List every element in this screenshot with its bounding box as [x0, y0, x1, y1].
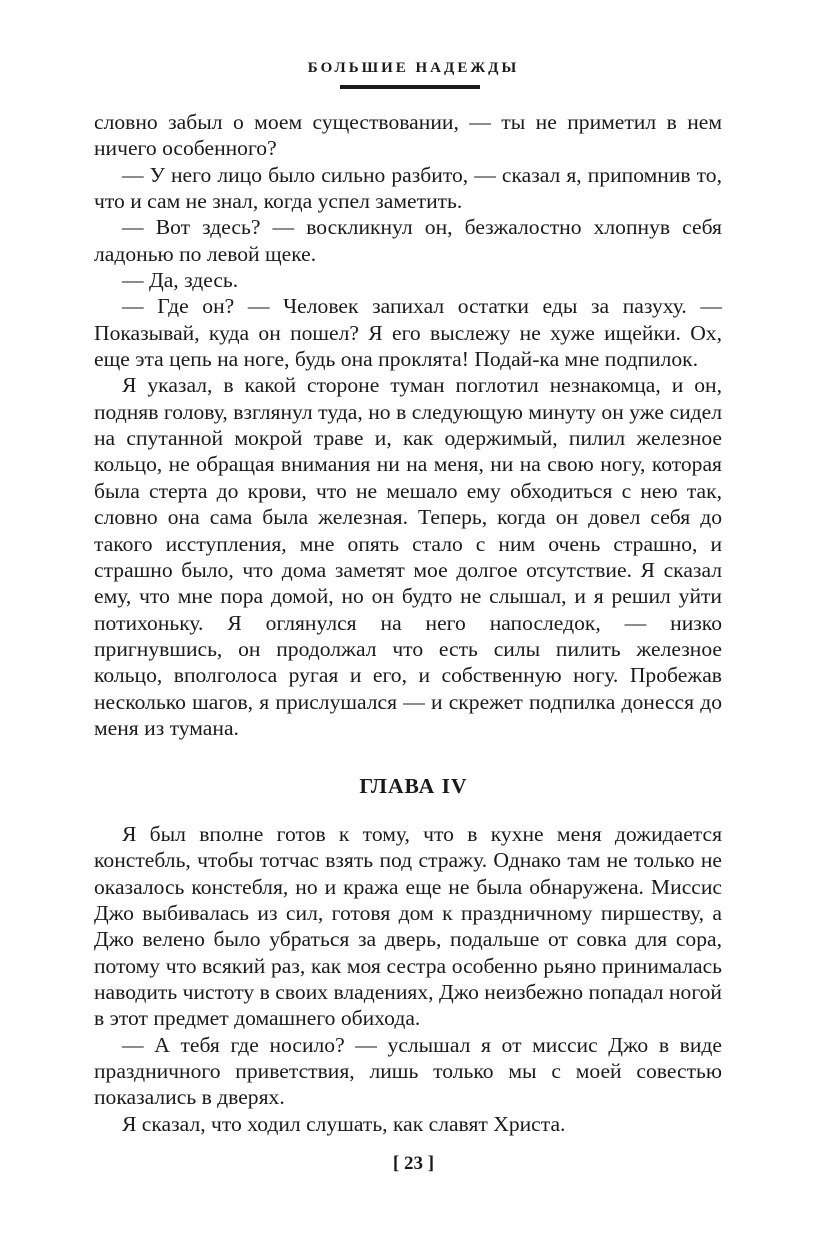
- paragraph: словно забыл о моем существовании, — ты не приметил в нем ничего особенного?: [94, 110, 722, 161]
- running-title: БОЛЬШИЕ НАДЕЖДЫ: [307, 60, 520, 76]
- paragraph: Я был вполне готов к тому, что в кухне меня дожидается констебль, чтобы тотчас взять под стражу. Однако там не только не оказалось констебля, но и кража еще не была обнаружена. Миссис Джо выбивалась из сил, готовя дом к праздничному пиршеству, а Джо велено было убраться за дверь, подальше от совка для сора, потому что всякий раз, как моя сестра особенно рьяно принималась наводить чистоту в своих владениях, Джо неизбежно попадал ногой в этот предмет домашнего обихода.: [94, 822, 722, 1031]
- paragraph: — Вот здесь? — воскликнул он, безжалостно хлопнув себя ладонью по левой щеке.: [94, 215, 722, 266]
- chapter-title: ГЛАВА IV: [359, 774, 468, 798]
- header-rule: [340, 85, 480, 89]
- paragraph: — А тебя где носило? — услышал я от миссис Джо в виде праздничного приветствия, лишь только мы с моей совестью показались в дверях.: [94, 1032, 722, 1110]
- text-section-1: [94, 109, 722, 741]
- paragraph: — Где он? — Человек запихал остатки еды за пазуху. — Показывай, куда он пошел? Я его выслежу не хуже ищейки. Ох, еще эта цепь на ноге, будь она проклята! Подай-ка мне подпилок.: [94, 294, 722, 372]
- paragraph: — У него лицо было сильно разбито, — сказал я, припомнив то, что и сам не знал, когда успел заметить.: [94, 162, 722, 214]
- paragraph: Я указал, в какой стороне туман поглотил незнакомца, и он, подняв голову, взглянул туда, но в следующую минуту он уже сидел на спутанной мокрой траве и, как одержимый, пилил железное кольцо, не обращая внимания ни на меня, ни на свою ногу, которая была стерта до крови, что не мешало ему обходиться с нею так, словно она сама была железная. Теперь, когда он довел себя до такого исступления, мне опять стало с ним очень страшно, и страшно было, что дома заметят мое долгое отсутствие. Я сказал ему, что мне пора домой, но он будто не слышал, и я решил уйти потихоньку. Я оглянулся на него напоследок, — низко пригнувшись, он продолжал что есть силы пилить железное кольцо, вполголоса ругая и его, и собственную ногу. Пробежав несколько шагов, я прислушался — и скрежет подпилка донесся до меня из тумана.: [94, 373, 722, 740]
- paragraph: Я сказал, что ходил слушать, как славят Христа.: [122, 1111, 566, 1136]
- page-number: [ 23 ]: [392, 1153, 435, 1174]
- paragraph: — Да, здесь.: [122, 268, 239, 293]
- text-section-chapter: [94, 821, 722, 1137]
